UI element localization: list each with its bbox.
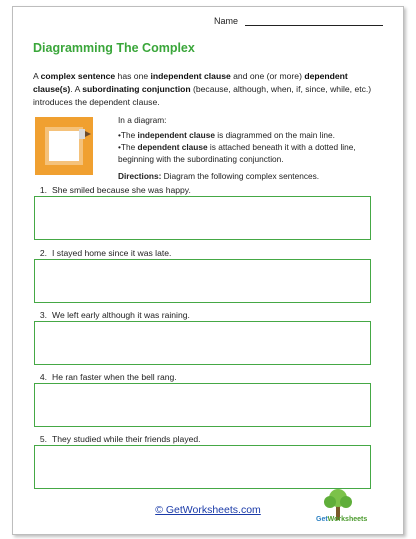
question-4: 4. He ran faster when the bell rang.: [39, 372, 177, 382]
diagram-instructions: [118, 114, 376, 182]
question-1: 1. She smiled because she was happy.: [39, 185, 191, 195]
diagram-lead: In a diagram:: [118, 115, 167, 125]
answer-box-1[interactable]: [34, 196, 371, 240]
term-subordinating-conjunction: subordinating conjunction: [82, 84, 191, 94]
question-2: 2. I stayed home since it was late.: [39, 248, 172, 258]
name-label: Name: [214, 16, 239, 26]
bullet-dependent: •The dependent clause is attached beneath it with a dotted line, beginning with the subordinating conjunction.: [118, 142, 356, 164]
answer-box-5[interactable]: [34, 445, 371, 489]
question-5: 5. They studied while their friends played.: [39, 434, 201, 444]
answer-box-4[interactable]: [34, 383, 371, 427]
worksheet-title: Diagramming The Complex: [33, 41, 195, 55]
answer-box-3[interactable]: [34, 321, 371, 365]
getworksheets-logo-text: GetWorksheets: [316, 516, 368, 523]
getworksheets-link[interactable]: © GetWorksheets.com: [155, 504, 261, 516]
name-line[interactable]: [245, 17, 383, 26]
bullet-independent: •The independent clause is diagrammed on the main line.: [118, 130, 335, 140]
term-dependent-clause: dependent clause(s): [33, 71, 348, 94]
term-independent-clause: independent clause: [150, 71, 231, 81]
name-field: [214, 16, 383, 26]
directions: Directions: Diagram the following complex sentences.: [118, 171, 320, 181]
question-3: 3. We left early although it was raining.: [39, 310, 190, 320]
term-complex-sentence: complex sentence: [40, 71, 116, 81]
intro-paragraph: A complex sentence has one independent clause and one (or more) dependent clause(s). A subordinating conjunction (because, although, when, if, since, while, etc.) introduces the dependent clause.: [33, 71, 372, 107]
pencil-frame-icon: [35, 117, 95, 177]
answer-box-2[interactable]: [34, 259, 371, 303]
